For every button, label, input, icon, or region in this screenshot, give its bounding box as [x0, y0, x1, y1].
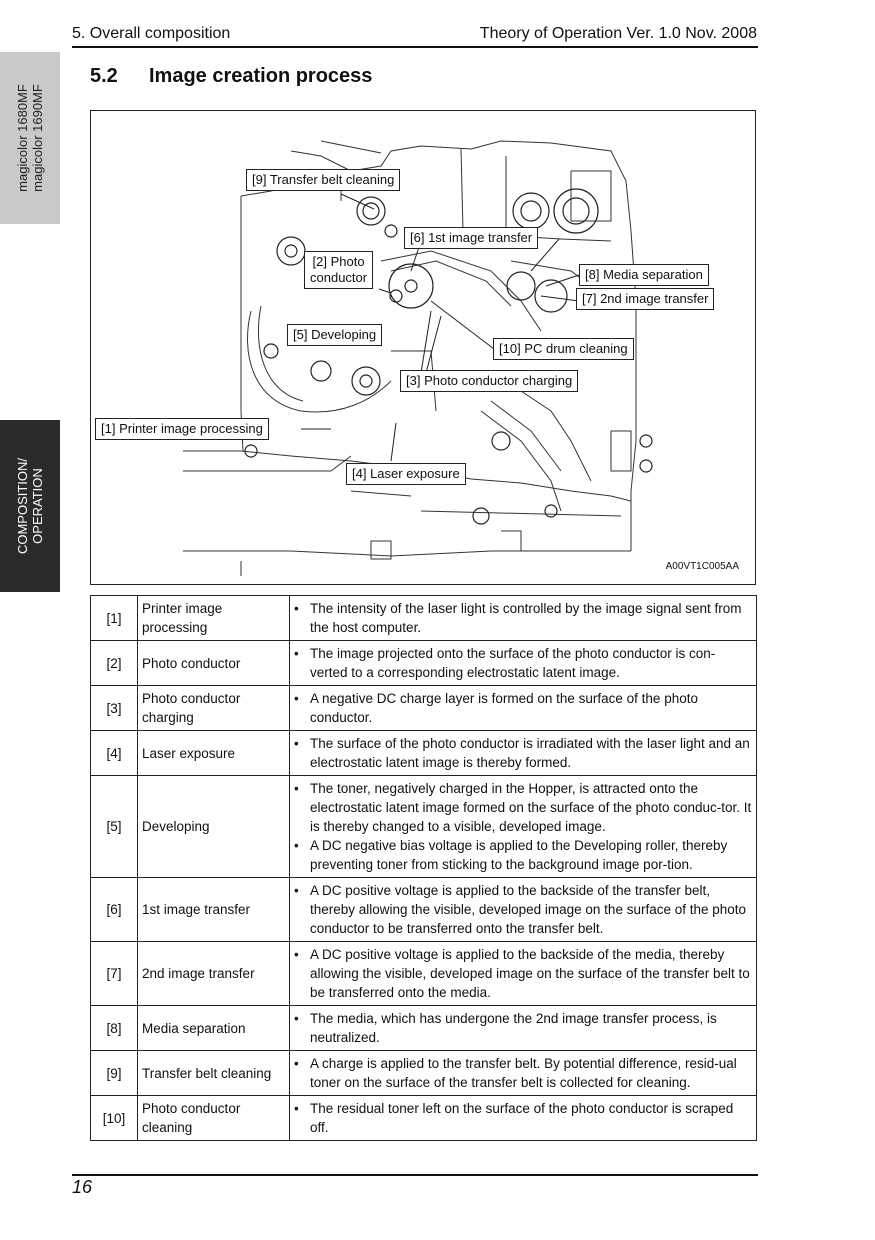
description-bullet — [294, 836, 752, 874]
row-name: Printer image processing — [138, 596, 290, 641]
page-header-right: Theory of Operation Ver. 1.0 Nov. 2008 — [479, 25, 757, 42]
row-number: [3] — [91, 686, 138, 731]
row-number: [8] — [91, 1006, 138, 1051]
callout-photo-conductor-charging: [3] Photo conductor charging — [400, 370, 578, 392]
side-tab-section-line-1: COMPOSITION/ — [15, 457, 30, 555]
callout-photo-conductor — [304, 251, 373, 289]
description-bullet — [294, 881, 752, 938]
bullet-text: The residual toner left on the surface of the photo conductor is scraped off. — [310, 1101, 734, 1135]
callout-2nd-image-transfer: [7] 2nd image transfer — [576, 288, 714, 310]
bullet-dot-icon: • — [294, 1056, 299, 1071]
description-bullet — [294, 779, 752, 836]
row-number: [10] — [91, 1096, 138, 1141]
description-bullet — [294, 1054, 752, 1092]
table-row — [91, 942, 757, 1006]
side-tab-model-1: magicolor 1680MF — [15, 84, 30, 192]
printer-mechanism-drawing — [91, 111, 757, 586]
description-bullet — [294, 1099, 752, 1137]
description-bullet — [294, 644, 752, 682]
description-bullet — [294, 599, 752, 637]
bullet-text: The surface of the photo conductor is irradiated with the laser light and an electrostatic latent image is thereby formed. — [310, 736, 750, 770]
row-description — [290, 1006, 757, 1051]
row-number: [7] — [91, 942, 138, 1006]
description-bullet — [294, 1009, 752, 1047]
row-name: Developing — [138, 776, 290, 878]
bullet-dot-icon: • — [294, 883, 299, 898]
callout-photo-conductor-line-2: conductor — [310, 270, 368, 285]
bullet-text: A charge is applied to the transfer belt. By potential difference, resid-ual toner on the surface of the transfer belt is collected for cleaning. — [310, 1056, 737, 1090]
table-row — [91, 1006, 757, 1051]
callout-transfer-belt-cleaning: [9] Transfer belt cleaning — [246, 169, 400, 191]
header-rule — [72, 46, 758, 48]
bullet-text: A DC positive voltage is applied to the backside of the transfer belt, thereby allowing the visible, developed image on the surface of the photo conductor to be transferred onto the transfer belt. — [310, 883, 747, 936]
row-name: Transfer belt cleaning — [138, 1051, 290, 1096]
table-row — [91, 596, 757, 641]
table-row — [91, 1096, 757, 1141]
figure-code: A00VT1C005AA — [665, 561, 739, 572]
callout-1st-image-transfer: [6] 1st image transfer — [404, 227, 538, 249]
side-tab-section-line-2: OPERATION — [30, 468, 45, 544]
callout-laser-exposure: [4] Laser exposure — [346, 463, 466, 485]
row-description — [290, 731, 757, 776]
row-description — [290, 596, 757, 641]
bullet-dot-icon: • — [294, 1011, 299, 1026]
side-tab-model-2: magicolor 1690MF — [30, 84, 45, 192]
bullet-text: A DC negative bias voltage is applied to the Developing roller, thereby preventing toner from sticking to the background image por-tion. — [310, 838, 728, 872]
bullet-text: A negative DC charge layer is formed on the surface of the photo conductor. — [310, 691, 698, 725]
bullet-text: A DC positive voltage is applied to the backside of the media, thereby allowing the visible, developed image on the surface of the transfer belt to be transferred onto the media. — [310, 947, 750, 1000]
row-description — [290, 942, 757, 1006]
row-name: Photo conductor — [138, 641, 290, 686]
callout-developing: [5] Developing — [287, 324, 382, 346]
row-name: Media separation — [138, 1006, 290, 1051]
row-description — [290, 1096, 757, 1141]
bullet-dot-icon: • — [294, 691, 299, 706]
bullet-dot-icon: • — [294, 601, 299, 616]
printer-diagram-figure — [90, 110, 756, 585]
callout-photo-conductor-line-1: [2] Photo — [312, 254, 365, 269]
bullet-dot-icon: • — [294, 736, 299, 751]
table-row — [91, 731, 757, 776]
callout-pc-drum-cleaning: [10] PC drum cleaning — [493, 338, 634, 360]
bullet-text: The toner, negatively charged in the Hopper, is attracted onto the electrostatic latent image formed on the surface of the photo conduc-tor. It is thereby changed to a visible, developed image. — [310, 781, 752, 834]
bullet-text: The intensity of the laser light is controlled by the image signal sent from the host computer. — [310, 601, 742, 635]
description-bullet — [294, 734, 752, 772]
row-description — [290, 686, 757, 731]
row-name: Photo conductor charging — [138, 686, 290, 731]
bullet-dot-icon: • — [294, 947, 299, 962]
table-row — [91, 1051, 757, 1096]
callout-media-separation: [8] Media separation — [579, 264, 709, 286]
page-number: 16 — [72, 1177, 93, 1197]
section-title: Image creation process — [149, 65, 373, 87]
callout-printer-image-processing: [1] Printer image processing — [95, 418, 269, 440]
table-row — [91, 776, 757, 878]
row-number: [4] — [91, 731, 138, 776]
row-name: 1st image transfer — [138, 878, 290, 942]
description-bullet — [294, 689, 752, 727]
row-number: [6] — [91, 878, 138, 942]
row-number: [5] — [91, 776, 138, 878]
bullet-text: The media, which has undergone the 2nd image transfer process, is neutralized. — [310, 1011, 717, 1045]
side-tab-section[interactable] — [0, 420, 60, 592]
bullet-dot-icon: • — [294, 646, 299, 661]
row-number: [9] — [91, 1051, 138, 1096]
row-description — [290, 641, 757, 686]
side-tab-models — [0, 52, 60, 224]
process-table — [90, 595, 757, 1141]
bullet-dot-icon: • — [294, 1101, 299, 1116]
row-description — [290, 878, 757, 942]
row-description — [290, 1051, 757, 1096]
row-name: Laser exposure — [138, 731, 290, 776]
row-name: Photo conductor cleaning — [138, 1096, 290, 1141]
row-name: 2nd image transfer — [138, 942, 290, 1006]
bullet-dot-icon: • — [294, 781, 299, 796]
table-row — [91, 641, 757, 686]
page-header-left: 5. Overall composition — [72, 25, 231, 42]
row-number: [2] — [91, 641, 138, 686]
bullet-text: The image projected onto the surface of the photo conductor is con-verted to a corresponding electrostatic latent image. — [310, 646, 716, 680]
row-number: [1] — [91, 596, 138, 641]
bullet-dot-icon: • — [294, 838, 299, 853]
table-row — [91, 878, 757, 942]
section-number: 5.2 — [90, 65, 118, 87]
table-row — [91, 686, 757, 731]
row-description — [290, 776, 757, 878]
footer-rule — [72, 1174, 758, 1176]
description-bullet — [294, 945, 752, 1002]
